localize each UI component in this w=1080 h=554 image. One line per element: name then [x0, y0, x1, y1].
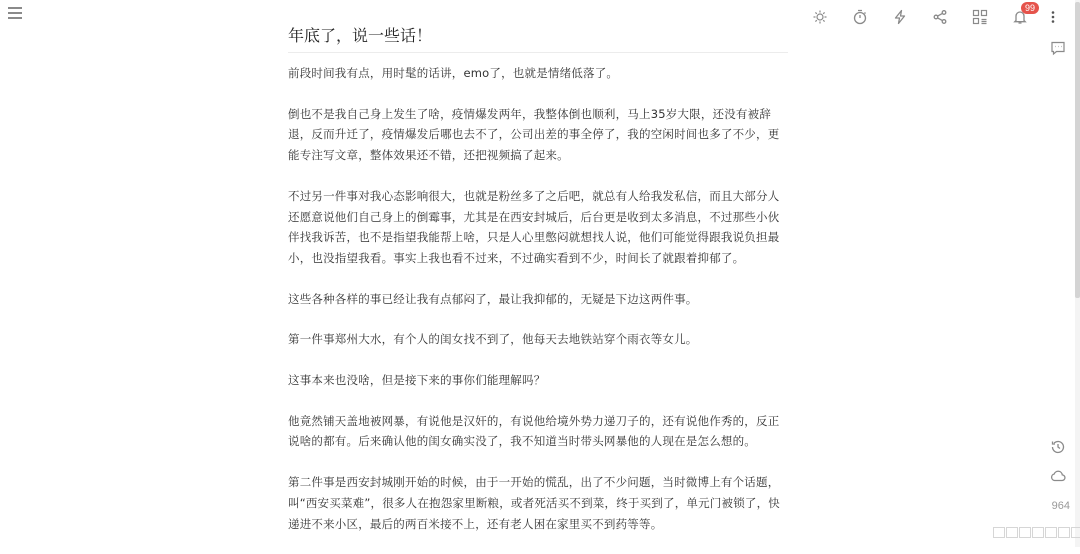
article-paragraph: 他竟然铺天盖地被网暴，有说他是汉奸的，有说他给境外势力递刀子的，还有说他作秀的，反正说啥的都有。后来确认他的闺女确实没了，我不知道当时带头网暴他的人现在是怎么想的。 [288, 413, 780, 449]
article-paragraph: 这事本来也没啥，但是接下来的事你们能理解吗？ [288, 373, 546, 388]
hamburger-icon[interactable] [8, 7, 22, 19]
lightning-icon [892, 9, 908, 25]
share-button[interactable] [920, 5, 960, 29]
outline-cell[interactable] [1045, 527, 1057, 538]
outline-cell[interactable] [1019, 527, 1031, 538]
article-paragraph: 第一件事郑州大水，有个人的闺女找不到了，他每天去地铁站穿个雨衣等女儿。 [288, 332, 698, 347]
notification-badge: 99 [1021, 2, 1039, 14]
more-vertical-icon [1045, 9, 1061, 25]
timer-button[interactable] [840, 5, 880, 29]
article-paragraph: 倒也不是我自己身上发生了啥，疫情爆发两年，我整体倒也顺利，马上35岁大限，还没有被辞退，反而升迁了，疫情爆发后哪也去不了，公司出差的事全停了，我的空闲时间也多了不少，更能专注写文章，整体效果还不错，还把视频搞了起来。 [288, 106, 780, 163]
sun-icon [812, 9, 828, 25]
outline-cell[interactable] [1071, 527, 1080, 538]
article-paragraph: 第二件事是西安封城刚开始的时候，由于一开始的慌乱，出了不少问题，当时微博上有个话题，叫“西安买菜难”，很多人在抱怨家里断粮，或者死活买不到菜，终于买到了，单元门被锁了，快递进不来小区，最后的两百米接不上，还有老人困在家里买不到药等等。 [288, 475, 781, 531]
article [288, 26, 788, 554]
stopwatch-icon [852, 9, 868, 25]
grid-icon [972, 9, 988, 25]
history-icon[interactable] [1050, 439, 1066, 455]
scrollbar-thumb[interactable] [1075, 2, 1080, 298]
word-count: 964 [1051, 500, 1070, 512]
share-icon [932, 9, 948, 25]
cloud-icon[interactable] [1050, 468, 1066, 484]
outline-cell[interactable] [1032, 527, 1044, 538]
outline-cell[interactable] [1058, 527, 1070, 538]
layout-button[interactable] [960, 5, 1000, 29]
comment-icon[interactable] [1050, 40, 1066, 56]
more-button[interactable] [1040, 5, 1066, 29]
top-toolbar [800, 5, 1066, 29]
article-paragraph: 前段时间我有点，用时髦的话讲，emo了，也就是情绪低落了。 [288, 66, 619, 80]
theme-button[interactable] [800, 5, 840, 29]
article-paragraph: 不过另一件事对我心态影响很大，也就是粉丝多了之后吧，就总有人给我发私信，而且大部分人还愿意说他们自己身上的倒霉事，尤其是在西安封城后，后台更是收到太多消息，不过那些小伙伴找我诉苦，也不是指望我能帮上啥，只是人心里憋闷就想找人说，他们可能觉得跟我说负担最小，也没指望我看。事实上我也看不过来，不过确实看到不少，时间长了就跟着抑郁了。 [288, 188, 780, 265]
scrollbar[interactable] [1075, 0, 1080, 547]
flash-button[interactable] [880, 5, 920, 29]
outline-cell[interactable] [1006, 527, 1018, 538]
notification-button[interactable] [1000, 5, 1040, 29]
article-paragraph: 这些各种各样的事已经让我有点郁闷了，最让我抑郁的，无疑是下边这两件事。 [288, 291, 698, 306]
outline-cell[interactable] [993, 527, 1005, 538]
article-title: 年底了，说一些话！ [288, 26, 788, 53]
outline-cells[interactable] [993, 527, 1080, 538]
